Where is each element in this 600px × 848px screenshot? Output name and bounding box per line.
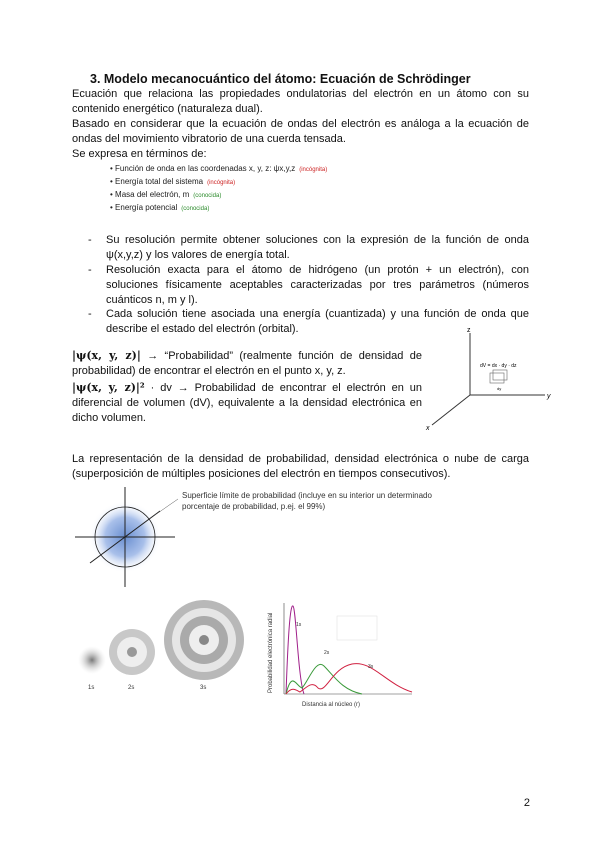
- terms-list: [110, 163, 327, 215]
- probability-cloud-figure: [70, 485, 180, 590]
- probability-density-text: |ψ(x, y, z)| → “Probabilidad” (realmente función de densidad de probabilidad) de encontrar el electrón en el punto x, y, z.: [72, 349, 422, 377]
- dy-label: dy: [497, 386, 502, 391]
- axis-label-x: x: [426, 425, 430, 432]
- dv-formula: dV = dx · dy · dz: [480, 363, 517, 369]
- page-number: 2: [523, 797, 530, 809]
- curve-label: 1s: [296, 622, 302, 628]
- dash-item: - Cada solución tiene asociada una energía (cuantizada) y una función de onda que describe el estado del electrón (orbital).: [88, 308, 529, 335]
- orbital-label: 1s: [88, 685, 95, 691]
- density-paragraph: La representación de la densidad de probabilidad, densidad electrónica o nube de carga (superposición de múltiples posiciones del electrón en tiempos consecutivos).: [72, 453, 529, 480]
- expressed-line: Se expresa en términos de:: [72, 148, 207, 160]
- axis-label-z: z: [467, 327, 471, 334]
- term-item: • Energía potencial (conocida): [110, 203, 210, 212]
- term-item: • Función de onda en las coordenadas x, y, z: ψx,y,z (incógnita): [110, 164, 328, 173]
- curve-label: 2s: [324, 650, 330, 656]
- coordinate-axes-figure: [420, 325, 560, 435]
- section-heading: 3. Modelo mecanocuántico del átomo: Ecuación de Schrödinger: [90, 72, 471, 86]
- curve-label: 3s: [368, 664, 374, 670]
- basis-paragraph: Basado en considerar que la ecuación de ondas del electrón es análoga a la ecuación de ondas del movimiento vibratorio de una cuerda tensada.: [72, 118, 529, 145]
- s-orbitals-figure: [70, 595, 250, 695]
- term-item: • Masa del electrón, m (conocida): [110, 190, 222, 199]
- chart-ylabel: Probabilidad electrónica radial: [268, 612, 274, 693]
- intro-paragraph: Ecuación que relaciona las propiedades ondulatorias del electrón en un átomo con su contenido energético (naturaleza dual).: [72, 88, 529, 115]
- surface-caption: Superficie límite de probabilidad (incluye en su interior un determinado porcentaje de probabilidad, p.ej. el 99%): [182, 491, 432, 511]
- chart-xlabel: Distancia al núcleo (r): [302, 702, 361, 708]
- orbital-label: 3s: [200, 685, 207, 691]
- term-item: • Energía total del sistema (incógnita): [110, 177, 236, 186]
- dash-item: - Resolución exacta para el átomo de hidrógeno (un protón + un electrón), con soluciones físicamente aceptables caracterizadas por tres parámetros (números cuánticos n, m y l).: [88, 264, 529, 306]
- orbital-label: 2s: [128, 685, 135, 691]
- radial-probability-chart: [262, 598, 422, 708]
- probability-volume-text: |ψ(x, y, z)|² · dv → Probabilidad de encontrar el electrón en un diferencial de volumen (dV), equivalente a la densidad electrónica en dicho volumen.: [72, 381, 422, 424]
- dash-item: - Su resolución permite obtener soluciones con la expresión de la función de onda ψ(x,y,z) y los valores de energía total.: [88, 234, 529, 261]
- axis-label-y: y: [547, 393, 551, 400]
